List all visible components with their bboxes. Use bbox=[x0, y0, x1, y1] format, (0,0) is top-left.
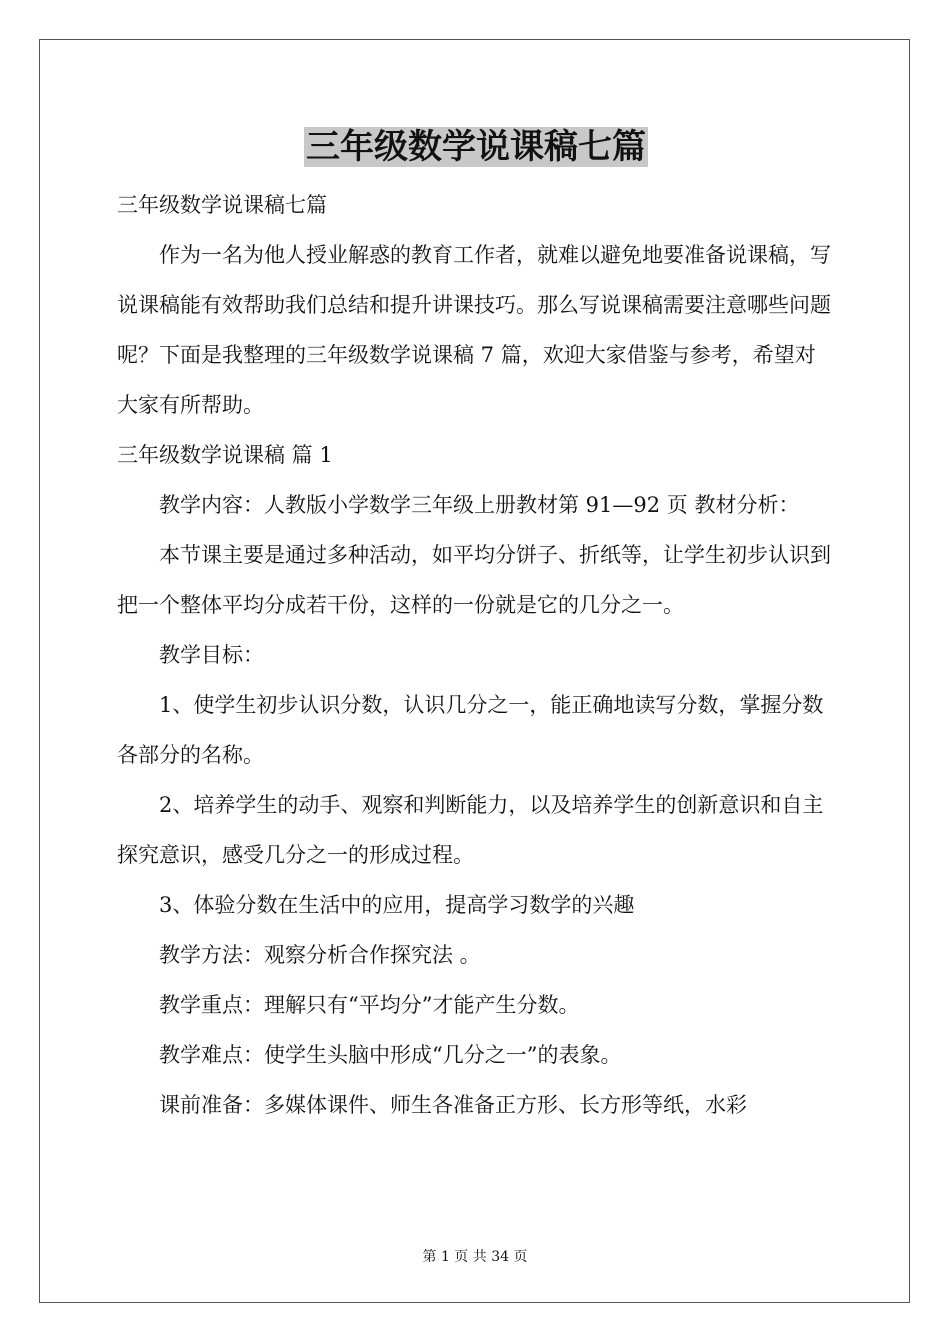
paragraph: 本节课主要是通过多种活动，如平均分饼子、折纸等，让学生初步认识到把一个整体平均分成若干份，这样的一份就是它的几分之一。 bbox=[117, 543, 831, 617]
page-footer: 第 1 页 共 34 页 bbox=[422, 1249, 528, 1265]
paragraph: 作为一名为他人授业解惑的教育工作者，就难以避免地要准备说课稿，写说课稿能有效帮助我们总结和提升讲课技巧。那么写说课稿需要注意哪些问题呢？下面是我整理的三年级数学说课稿 7 篇，欢迎大家借鉴与参考，希望对大家有所帮助。 bbox=[117, 243, 831, 417]
paragraph: 教学内容：人教版小学数学三年级上册教材第 91—92 页 教材分析： bbox=[159, 493, 800, 517]
paragraph: 1、使学生初步认识分数，认识几分之一，能正确地读写分数，掌握分数各部分的名称。 bbox=[117, 693, 824, 767]
paragraph: 三年级数学说课稿七篇 bbox=[117, 193, 327, 217]
document-body bbox=[117, 122, 835, 1130]
document-title bbox=[117, 122, 835, 172]
paragraph-list bbox=[117, 180, 835, 1130]
paragraph: 2、培养学生的动手、观察和判断能力，以及培养学生的创新意识和自主探究意识，感受几分之一的形成过程。 bbox=[117, 793, 824, 867]
paragraph: 教学目标： bbox=[159, 643, 264, 667]
paragraph: 教学难点：使学生头脑中形成“几分之一”的表象。 bbox=[159, 1043, 622, 1067]
paragraph: 教学方法：观察分析合作探究法 。 bbox=[159, 943, 481, 967]
paragraph: 教学重点：理解只有“平均分”才能产生分数。 bbox=[159, 993, 580, 1017]
title-text: 三年级数学说课稿七篇 bbox=[306, 127, 646, 167]
paragraph: 3、体验分数在生活中的应用，提高学习数学的兴趣 bbox=[159, 893, 635, 917]
paragraph: 三年级数学说课稿 篇 1 bbox=[117, 443, 333, 467]
paragraph: 课前准备：多媒体课件、师生各准备正方形、长方形等纸，水彩 bbox=[159, 1093, 747, 1117]
